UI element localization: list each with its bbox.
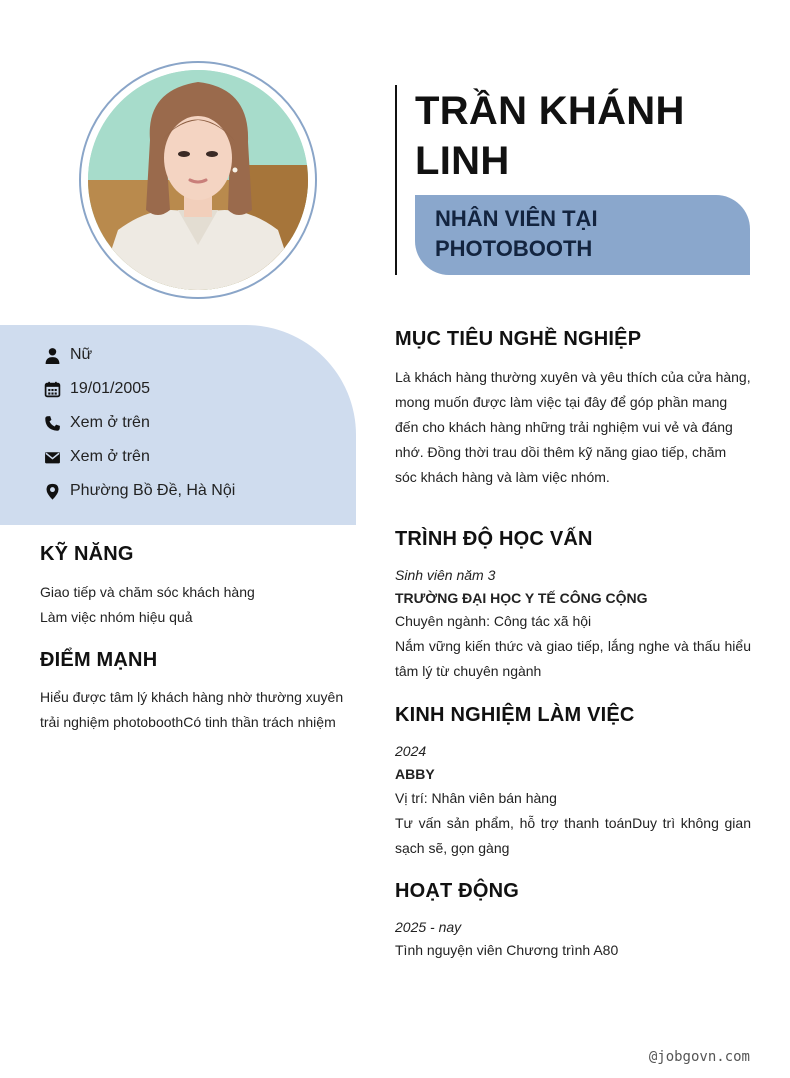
footer-brand: @jobgovn.com: [648, 1049, 750, 1065]
objective-heading: MỤC TIÊU NGHỀ NGHIỆP: [395, 328, 642, 350]
contact-panel: [0, 325, 356, 525]
strengths-heading: ĐIỂM MẠNH: [40, 649, 158, 671]
gender-value: Nữ: [70, 346, 93, 363]
contact-phone: [44, 414, 150, 432]
education-block: [395, 564, 751, 684]
experience-position: Vị trí: Nhân viên bán hàng: [395, 790, 557, 806]
experience-detail: Tư vấn sản phẩm, hỗ trợ thanh toánDuy trì không gian sạch sẽ, gọn gàng: [395, 815, 751, 856]
education-heading: TRÌNH ĐỘ HỌC VẤN: [395, 528, 593, 550]
calendar-icon: [44, 381, 61, 398]
person-icon: [44, 347, 61, 364]
activities-heading: HOẠT ĐỘNG: [395, 880, 520, 902]
education-school: TRƯỜNG ĐẠI HỌC Y TẾ CÔNG CỘNG: [395, 590, 648, 606]
email-value: Xem ở trên: [70, 448, 150, 465]
skill-item: Làm việc nhóm hiệu quả: [40, 609, 193, 625]
skill-item: Giao tiếp và chăm sóc khách hàng: [40, 584, 255, 600]
strengths-text: Hiểu được tâm lý khách hàng nhờ thường xuyên trải nghiệm photoboothCó tinh thần trách nhiệm: [40, 689, 344, 730]
experience-company: ABBY: [395, 766, 435, 782]
phone-value: Xem ở trên: [70, 414, 150, 431]
education-detail: Nắm vững kiến thức và giao tiếp, lắng nghe và thấu hiểu tâm lý từ chuyên ngành: [395, 638, 751, 679]
activities-block: [395, 916, 751, 962]
experience-period: 2024: [395, 743, 427, 759]
avatar-photo: [88, 70, 308, 290]
name-divider: [395, 85, 397, 275]
education-period: Sinh viên năm 3: [395, 567, 496, 583]
objective-text: Là khách hàng thường xuyên và yêu thích của cửa hàng, mong muốn được làm việc tại đây để góp phần mang đến cho khách hàng những trải nghiệm vui vẻ và đáng nhớ. Đồng thời trau dồi thêm kỹ năng giao tiếp, chăm sóc khách hàng và làm việc nhóm.: [395, 369, 751, 485]
phone-icon: [44, 415, 61, 432]
candidate-name: TRẦN KHÁNH LINH: [415, 89, 685, 183]
skills-heading: KỸ NĂNG: [40, 543, 134, 565]
skills-list: [40, 580, 350, 630]
mail-icon: [44, 449, 61, 466]
location-pin-icon: [44, 483, 61, 500]
job-title: NHÂN VIÊN TẠI PHOTOBOOTH: [435, 206, 598, 261]
address-value: Phường Bồ Đề, Hà Nội: [70, 482, 236, 499]
activities-detail: Tình nguyện viên Chương trình A80: [395, 942, 619, 958]
experience-block: [395, 740, 751, 861]
contact-gender: [44, 346, 92, 364]
experience-heading: KINH NGHIỆM LÀM VIỆC: [395, 704, 635, 726]
contact-address: [44, 482, 235, 500]
role-badge: [415, 195, 750, 275]
avatar: [88, 70, 308, 290]
education-major: Chuyên ngành: Công tác xã hội: [395, 613, 592, 629]
birthday-value: 19/01/2005: [70, 380, 151, 397]
activities-period: 2025 - nay: [395, 919, 462, 935]
contact-email: [44, 448, 150, 466]
contact-birthday: [44, 380, 150, 398]
